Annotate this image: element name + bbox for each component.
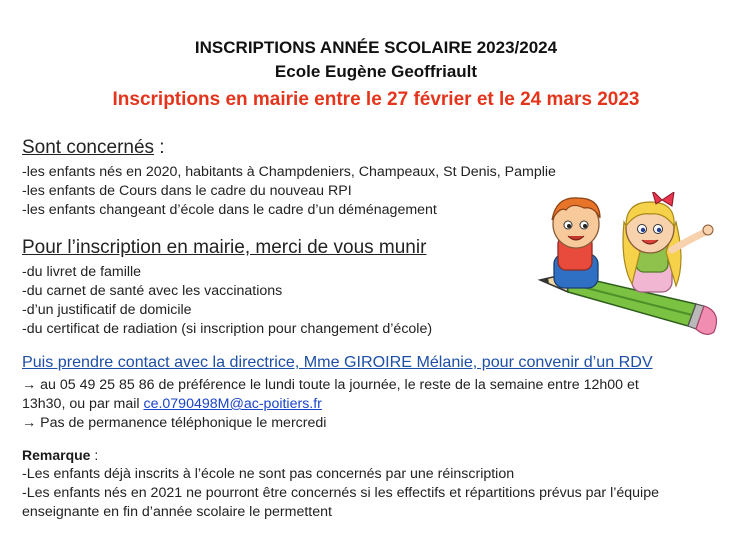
concernes-heading-text: Sont concernés [22, 137, 155, 158]
girl-figure [623, 192, 713, 292]
concernes-heading [22, 137, 165, 159]
school-name: Ecole Eugène Geoffriault [274, 62, 478, 81]
documents-item: -du certificat de radiation (si inscription pour changement d’école) [22, 321, 433, 337]
contact-phone-line: → au 05 49 25 85 86 de préférence le lundi toute la journée, le reste de la semaine entre 12h00 et [22, 377, 639, 393]
registration-dates: Inscriptions en mairie entre le 27 février et le 24 mars 2023 [112, 89, 640, 110]
documents-item: -du livret de famille [22, 264, 142, 280]
contact-mail-prefix: 13h30, ou par mail [22, 396, 144, 412]
remarque-item: -Les enfants déjà inscrits à l’école ne sont pas concernés par une réinscription [22, 466, 515, 482]
remarque-heading-colon: : [90, 447, 99, 463]
concernes-item: -les enfants changeant d’école dans le cadre d’un déménagement [22, 202, 437, 218]
contact-note: → Pas de permanence téléphonique le mercredi [22, 415, 327, 431]
email-link[interactable]: ce.0790498M@ac-poitiers.fr [143, 396, 322, 412]
boy-figure [552, 198, 600, 288]
contact-mail-line [22, 396, 322, 412]
documents-item: -du carnet de santé avec les vaccinations [22, 283, 283, 299]
concernes-heading-colon: : [154, 137, 165, 158]
remarque-heading [22, 447, 98, 463]
children-on-pencil-illustration [536, 192, 720, 340]
remarque-item: enseignante en fin d’année scolaire le permettent [22, 504, 332, 520]
documents-item: -d’un justificatif de domicile [22, 302, 192, 318]
remarque-item: -Les enfants nés en 2021 ne pourront être concernés si les effectifs et répartitions prévus par l’équipe [22, 485, 659, 501]
concernes-item: -les enfants nés en 2020, habitants à Champdeniers, Champeaux, St Denis, Pamplie [22, 164, 556, 180]
contact-heading: Puis prendre contact avec la directrice, Mme GIROIRE Mélanie, pour convenir d’un RDV [22, 353, 653, 371]
concernes-item: -les enfants de Cours dans le cadre du nouveau RPI [22, 183, 352, 199]
documents-heading: Pour l’inscription en mairie, merci de vous munir [22, 237, 427, 258]
page-title: INSCRIPTIONS ANNÉE SCOLAIRE 2023/2024 [194, 38, 558, 57]
remarque-heading-text: Remarque [22, 447, 91, 463]
